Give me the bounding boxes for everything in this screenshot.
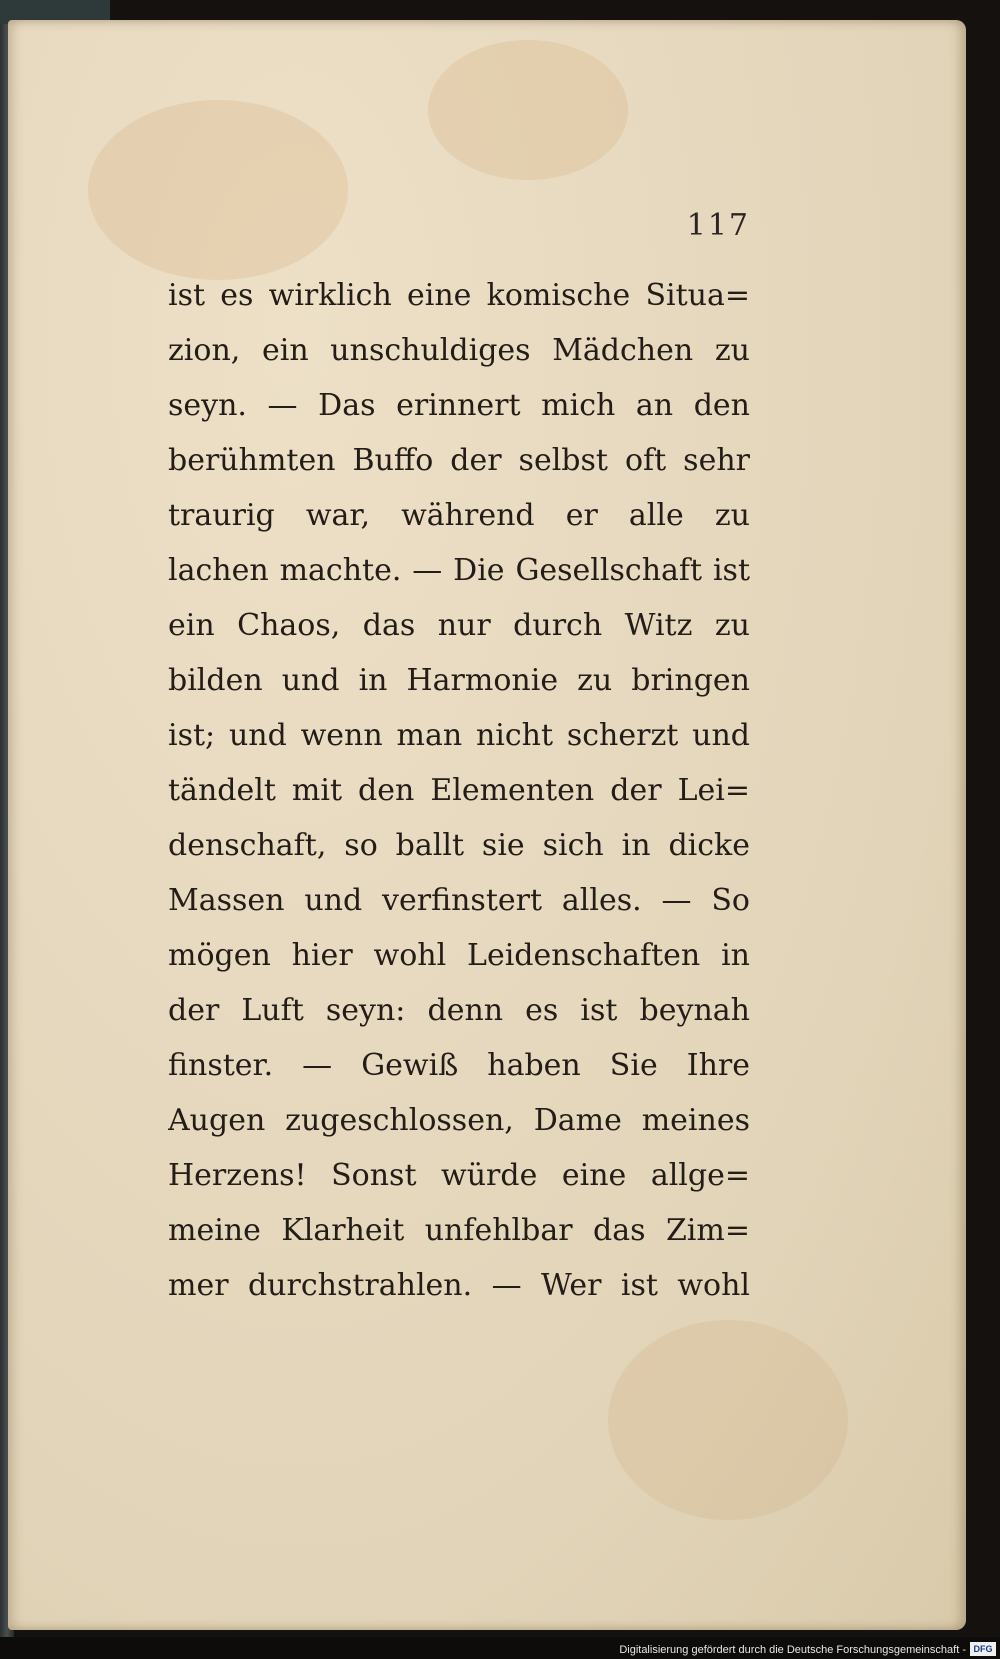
text-line: denschaft, so ballt sie sich in dicke: [168, 828, 750, 863]
text-line: traurig war, während er alle zu: [168, 498, 750, 533]
body-text: [168, 268, 750, 1313]
text-line: mögen hier wohl Leidenschaften in: [168, 938, 750, 973]
text-line: lachen machte. — Die Gesellschaft ist: [168, 553, 750, 588]
text-line: ein Chaos, das nur durch Witz zu: [168, 608, 750, 643]
text-line: ist; und wenn man nicht scherzt und: [168, 718, 750, 753]
text-line: meine Klarheit unfehlbar das Zim=: [168, 1213, 750, 1248]
text-line: berühmten Buffo der selbst oft sehr: [168, 443, 750, 478]
paper-stain: [88, 100, 348, 280]
text-line: Massen und verfinstert alles. — So: [168, 883, 750, 918]
text-line: ist es wirklich eine komische Situa=: [168, 278, 750, 313]
text-line: Herzens! Sonst würde eine allge=: [168, 1158, 750, 1193]
funding-credit: Digitalisierung gefördert durch die Deutsche Forschungsgemeinschaft -: [619, 1644, 966, 1656]
text-line: zion, ein unschuldiges Mädchen zu: [168, 333, 750, 368]
text-line: bilden und in Harmonie zu bringen: [168, 663, 750, 698]
text-line: mer durchstrahlen. — Wer ist wohl: [168, 1268, 750, 1303]
paper-stain: [608, 1320, 848, 1520]
text-line: finster. — Gewiß haben Sie Ihre: [168, 1048, 750, 1083]
paper-stain: [428, 40, 628, 180]
footer-bar: [0, 1637, 1000, 1659]
text-line: tändelt mit den Elementen der Lei=: [168, 773, 750, 808]
text-line: Augen zugeschlossen, Dame meines: [168, 1103, 750, 1138]
text-line: der Luft seyn: denn es ist beynah: [168, 993, 750, 1028]
page-number: 117: [686, 208, 750, 243]
text-line: seyn. — Das erinnert mich an den: [168, 388, 750, 423]
dfg-logo: DFG: [970, 1642, 996, 1656]
